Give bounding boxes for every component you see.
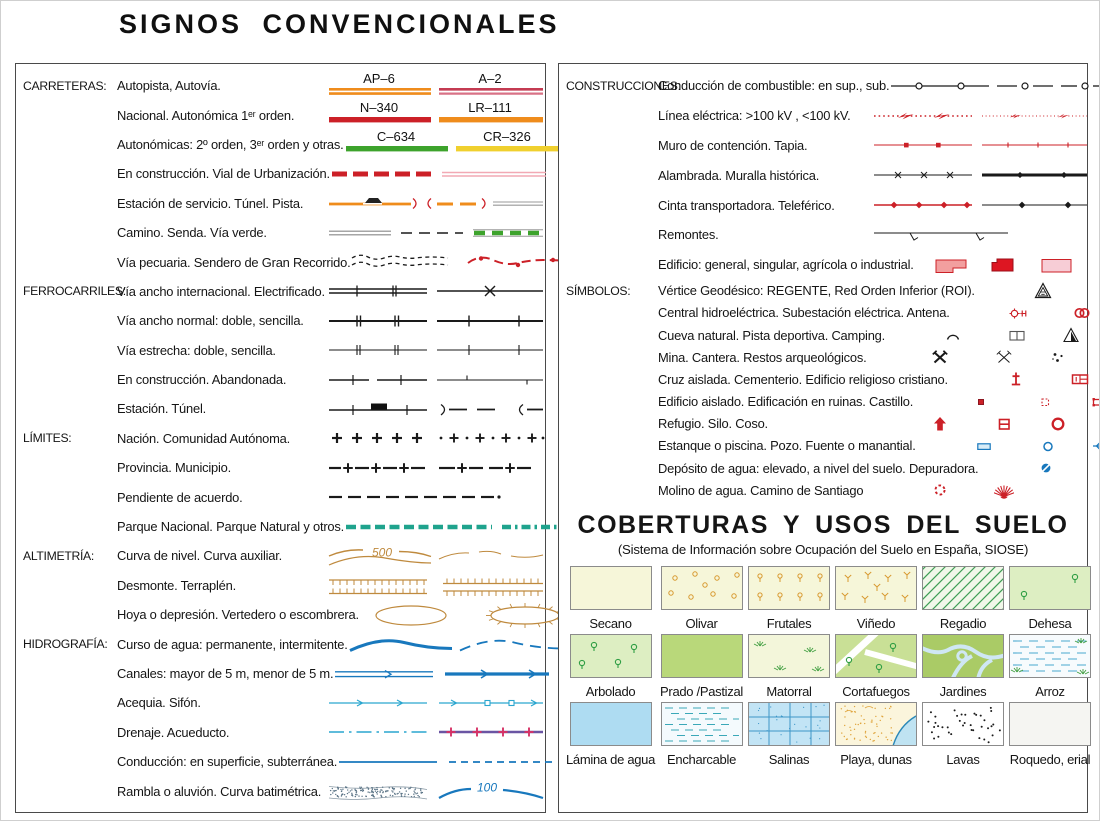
mine-icon: [930, 347, 950, 367]
land-cover-label: Secano: [589, 616, 632, 632]
land-cover-cell: [660, 566, 743, 631]
row-description: Nacional. Autonómica 1ᵉʳ orden.: [117, 107, 295, 123]
land-cover-label: Dehesa: [1028, 616, 1072, 632]
row-description: Pendiente de acuerdo.: [117, 489, 243, 505]
national-boundary-icon: [327, 424, 545, 453]
woodland-swatch: [570, 634, 652, 683]
land-cover-cell: [835, 634, 917, 699]
hydro-plant-icon: [1008, 303, 1028, 323]
land-cover-label: Lavas: [946, 752, 980, 768]
land-cover-label: Frutales: [766, 616, 812, 632]
row-description: Alambrada. Muralla histórica.: [658, 167, 820, 183]
substation-icon: [1072, 303, 1092, 323]
constructions-symbols-rows: [559, 71, 1087, 501]
olive-grove-swatch: [661, 566, 743, 615]
legend-row: [16, 718, 545, 747]
legend-row: [16, 130, 545, 159]
row-description: Vía ancho normal: doble, sencilla.: [117, 313, 304, 329]
legend-row: [559, 190, 1087, 220]
land-cover-label: Viñedo: [856, 616, 896, 632]
drove-road-gr-trail-icon: [350, 247, 568, 276]
row-description: En construcción. Abandonada.: [117, 372, 287, 388]
land-cover-label: Salinas: [768, 752, 810, 768]
province-boundary-icon: [327, 453, 545, 482]
row-description: Línea eléctrica: >100 kV , <100 kV.: [658, 108, 851, 124]
row-description: Autopista, Autovía.: [117, 78, 221, 94]
station-tunnel-icon: [327, 394, 545, 423]
quarry-icon: [994, 347, 1014, 367]
land-cover-label: Prado /Pastizal: [660, 684, 743, 700]
irrigation-ditch-siphon-icon: [327, 688, 545, 717]
pending-boundary-icon: [327, 482, 545, 511]
svg-text:C–634: C–634: [376, 131, 415, 145]
legend-row: [16, 306, 545, 335]
row-description: Remontes.: [658, 227, 719, 243]
row-description: Edificio aislado. Edificación en ruinas. Castillo.: [658, 394, 914, 410]
row-description: Estación de servicio. Túnel. Pista.: [117, 195, 304, 211]
ski-lift-icon: [872, 220, 1087, 250]
land-cover-cell: [922, 634, 1004, 699]
land-cover-label: Cortafuegos: [842, 684, 910, 700]
land-cover-label: Playa, dunas: [840, 752, 912, 768]
signs-panel-right: [558, 63, 1091, 813]
row-description: Desmonte. Terraplén.: [117, 577, 237, 593]
wadi-bathymetric-icon: [327, 776, 545, 805]
row-description: Cinta transportadora. Teleférico.: [658, 197, 835, 213]
land-cover-cell: [660, 634, 743, 699]
legend-row: [16, 688, 545, 717]
water-tower-icon: [1036, 458, 1056, 478]
page-title: SIGNOS CONVENCIONALES: [119, 9, 560, 39]
cave-icon: [943, 325, 963, 345]
row-description: Vía ancho internacional. Electrificado.: [117, 283, 325, 299]
coberturas-title: COBERTURAS Y USOS DEL SUELO: [577, 511, 1069, 540]
row-description: Curva de nivel. Curva auxiliar.: [117, 548, 283, 564]
row-description: Conducción: en superficie, subterránea.: [117, 754, 338, 770]
well-icon: [1038, 436, 1058, 456]
refuge-icon: [930, 414, 950, 434]
category-label: CARRETERAS:: [23, 78, 107, 93]
land-cover-cell: [835, 566, 917, 631]
fruit-trees-swatch: [748, 566, 830, 615]
land-cover-label: Roquedo, erial: [1009, 752, 1091, 768]
land-cover-label: Arbolado: [585, 684, 636, 700]
narrow-gauge-rail-icon: [327, 336, 545, 365]
legend-row: [559, 71, 1087, 101]
row-description: Edificio: general, singular, agrícola o industrial.: [658, 257, 914, 273]
spring-icon: [1092, 436, 1100, 456]
category-label: CONSTRUCCIONES:: [566, 78, 681, 93]
fuel-pipeline-icon: [889, 71, 1100, 101]
path-greenway-icon: [327, 218, 545, 247]
floodable-swatch: [661, 702, 743, 751]
row-description: Vía estrecha: doble, sencilla.: [117, 342, 276, 358]
category-label: HIDROGRAFÍA:: [23, 637, 108, 652]
category-label: ALTIMETRÍA:: [23, 548, 94, 563]
isolated-building-icon: [971, 392, 991, 412]
row-description: Parque Nacional. Parque Natural y otros.: [117, 519, 345, 535]
firebreak-swatch: [835, 634, 917, 683]
wire-fence-wall-icon: [872, 160, 1087, 190]
land-cover-cell: [748, 634, 830, 699]
row-description: Provincia. Municipio.: [117, 460, 232, 476]
santiago-shell-icon: [994, 480, 1014, 500]
retaining-wall-icon: [872, 131, 1087, 161]
category-label: LÍMITES:: [23, 431, 72, 446]
symbol: [872, 413, 1087, 435]
power-line-icon: [872, 101, 1087, 131]
row-description: En construcción. Vial de Urbanización.: [117, 166, 330, 182]
svg-text:100: 100: [476, 780, 498, 795]
pond-icon: [974, 436, 994, 456]
row-description: Molino de agua. Camino de Santiago: [658, 482, 864, 498]
legend-row: [16, 394, 545, 423]
road-under-construction-icon: [330, 159, 548, 188]
normal-gauge-rail-icon: [327, 306, 545, 335]
svg-text:H: H: [1020, 309, 1027, 319]
row-description: Autonómicas: 2º orden, 3ᵉʳ orden y otras.: [117, 136, 344, 152]
legend-row: [16, 71, 545, 100]
row-description: Vía pecuaria. Sendero de Gran Recorrido.: [117, 254, 351, 270]
national-road-icon: [327, 100, 545, 129]
watermill-icon: [930, 480, 950, 500]
row-description: Central hidroeléctrica. Subestación eléctrica. Antena.: [658, 305, 950, 321]
row-description: Refugio. Silo. Coso.: [658, 416, 768, 432]
symbol: [950, 302, 1100, 324]
symbol: [913, 391, 1100, 413]
legend-row: [16, 629, 545, 658]
lava-swatch: [922, 702, 1004, 751]
land-cover-label: Regadio: [939, 616, 987, 632]
row-description: Muro de contención. Tapia.: [658, 137, 808, 153]
land-cover-cell: [660, 702, 743, 767]
park-boundary-icon: [344, 512, 562, 541]
legend-row: [559, 220, 1087, 250]
legend-row: [16, 189, 545, 218]
symbol: [948, 368, 1100, 390]
row-description: Curso de agua: permanente, intermitente.: [117, 636, 348, 652]
dryland-swatch: [570, 566, 652, 615]
building-icon: [914, 250, 1100, 280]
legend-row: [559, 160, 1087, 190]
land-cover-cell: [748, 566, 830, 631]
service-station-tunnel-icon: [327, 189, 545, 218]
rock-wasteland-swatch: [1009, 702, 1091, 751]
row-description: Acequia. Sifón.: [117, 695, 201, 711]
depression-dump-icon: [359, 600, 577, 629]
vineyard-swatch: [835, 566, 917, 615]
land-cover-cell: [1009, 702, 1091, 767]
drainage-aqueduct-icon: [327, 718, 545, 747]
row-description: Depósito de agua: elevado, a nivel del suelo. Depuradora.: [658, 460, 979, 476]
svg-text:AP–6: AP–6: [363, 72, 395, 86]
row-description: Camino. Senda. Vía verde.: [117, 225, 267, 241]
legend-row: [16, 424, 545, 453]
legend-row: [559, 346, 1087, 368]
legend-row: [16, 776, 545, 805]
symbol: [872, 479, 1087, 501]
irrigated-swatch: [922, 566, 1004, 615]
legend-row: [16, 747, 545, 776]
legend-row: [16, 659, 545, 688]
row-description: Nación. Comunidad Autónoma.: [117, 430, 291, 446]
regional-road-icon: [344, 130, 562, 159]
geodesic-vertex-icon: [1033, 281, 1053, 301]
cross-icon: [1006, 369, 1026, 389]
archaeology-icon: [1048, 347, 1068, 367]
legend-row: [559, 413, 1087, 435]
row-description: Rambla o aluvión. Curva batimétrica.: [117, 783, 322, 799]
land-cover-grid: [559, 566, 1091, 768]
land-cover-label: Encharcable: [667, 752, 736, 768]
legend-row: [559, 101, 1087, 131]
legend-row: [16, 159, 545, 188]
legend-row: [16, 600, 545, 629]
saltworks-swatch: [748, 702, 830, 751]
legend-row: [16, 336, 545, 365]
row-description: Vértice Geodésico: REGENTE, Red Orden Inferior (ROI).: [658, 283, 975, 299]
camping-icon: [1061, 325, 1081, 345]
row-description: Cruz aislada. Cementerio. Edificio religioso cristiano.: [658, 371, 948, 387]
svg-text:A–2: A–2: [478, 72, 502, 86]
cut-embankment-icon: [327, 571, 545, 600]
rail-under-construction-icon: [327, 365, 545, 394]
legend-row: [16, 453, 545, 482]
row-description: Hoya o depresión. Vertedero o escombrera.: [117, 607, 359, 623]
signs-panel-left: [15, 63, 546, 813]
international-gauge-rail-icon: [327, 277, 545, 306]
land-cover-cell: [835, 702, 917, 767]
legend-row: [559, 435, 1087, 457]
row-description: Mina. Cantera. Restos arqueológicos.: [658, 349, 867, 365]
land-cover-label: Lámina de agua: [566, 752, 656, 768]
gardens-swatch: [922, 634, 1004, 683]
row-description: Cueva natural. Pista deportiva. Camping.: [658, 327, 886, 343]
legend-row: [559, 368, 1087, 390]
symbol: [885, 324, 1100, 346]
legend-row: [16, 277, 545, 306]
land-cover-cell: [922, 566, 1004, 631]
land-cover-cell: [566, 702, 655, 767]
legend-row: [16, 100, 545, 129]
beach-dunes-swatch: [835, 702, 917, 751]
row-description: Canales: mayor de 5 m, menor de 5 m.: [117, 666, 334, 681]
land-cover-label: Matorral: [766, 684, 812, 700]
sports-court-icon: [1007, 325, 1027, 345]
land-cover-cell: [922, 702, 1004, 767]
scrub-swatch: [748, 634, 830, 683]
legend-row: [16, 541, 545, 570]
legend-row: [559, 302, 1087, 324]
legend-row: [559, 391, 1087, 413]
contour-line-icon: [327, 541, 545, 570]
land-cover-cell: [1009, 566, 1091, 631]
svg-text:N–340: N–340: [359, 102, 399, 116]
land-cover-label: Jardines: [939, 684, 987, 700]
row-description: Estanque o piscina. Pozo. Fuente o manantial.: [658, 438, 916, 454]
category-label: SÍMBOLOS:: [566, 283, 631, 298]
legend-row: [559, 457, 1087, 479]
land-cover-label: Arroz: [1035, 684, 1065, 700]
castle-icon: [1089, 392, 1100, 412]
meadow-swatch: [661, 634, 743, 683]
bullring-icon: [1048, 414, 1068, 434]
legend-row: [16, 365, 545, 394]
symbol: [872, 346, 1087, 368]
symbol: [916, 435, 1100, 457]
legend-row: [16, 512, 545, 541]
legend-row: [559, 324, 1087, 346]
row-description: Conducción de combustible: en sup., sub.: [658, 78, 890, 94]
silo-icon: [994, 414, 1014, 434]
land-cover-cell: [566, 634, 655, 699]
land-cover-label: Olivar: [685, 616, 718, 632]
svg-text:LR–111: LR–111: [468, 102, 512, 116]
row-description: Drenaje. Acueducto.: [117, 724, 230, 740]
ruins-icon: [1035, 392, 1055, 412]
dehesa-swatch: [1009, 566, 1091, 615]
legend-row: [559, 131, 1087, 161]
land-cover-cell: [1009, 634, 1091, 699]
conveyor-cableway-icon: [872, 190, 1087, 220]
legend-row: [559, 250, 1087, 280]
legend-row: [16, 482, 545, 511]
land-cover-cell: [748, 702, 830, 767]
coberturas-subtitle: (Sistema de Información sobre Ocupación del Suelo en España, SIOSE): [617, 542, 1029, 558]
row-description: Estación. Túnel.: [117, 401, 206, 417]
legend-row: [16, 571, 545, 600]
cemetery-icon: [1070, 369, 1090, 389]
rice-swatch: [1009, 634, 1091, 683]
svg-text:CR–326: CR–326: [482, 131, 531, 145]
legend-row: [16, 218, 545, 247]
category-label: FERROCARRILES:: [23, 284, 126, 299]
watercourse-icon: [348, 629, 566, 658]
motorway-shield-icon: [327, 71, 545, 100]
water-body-swatch: [570, 702, 652, 751]
svg-text:500: 500: [371, 545, 393, 560]
legend-row: [16, 247, 545, 276]
symbol: [975, 280, 1100, 302]
water-pipe-icon: [337, 747, 555, 776]
legend-row: [559, 479, 1087, 501]
land-cover-cell: [566, 566, 655, 631]
symbol: [978, 457, 1100, 479]
legend-row: [559, 280, 1087, 302]
canal-icon: [333, 659, 551, 688]
